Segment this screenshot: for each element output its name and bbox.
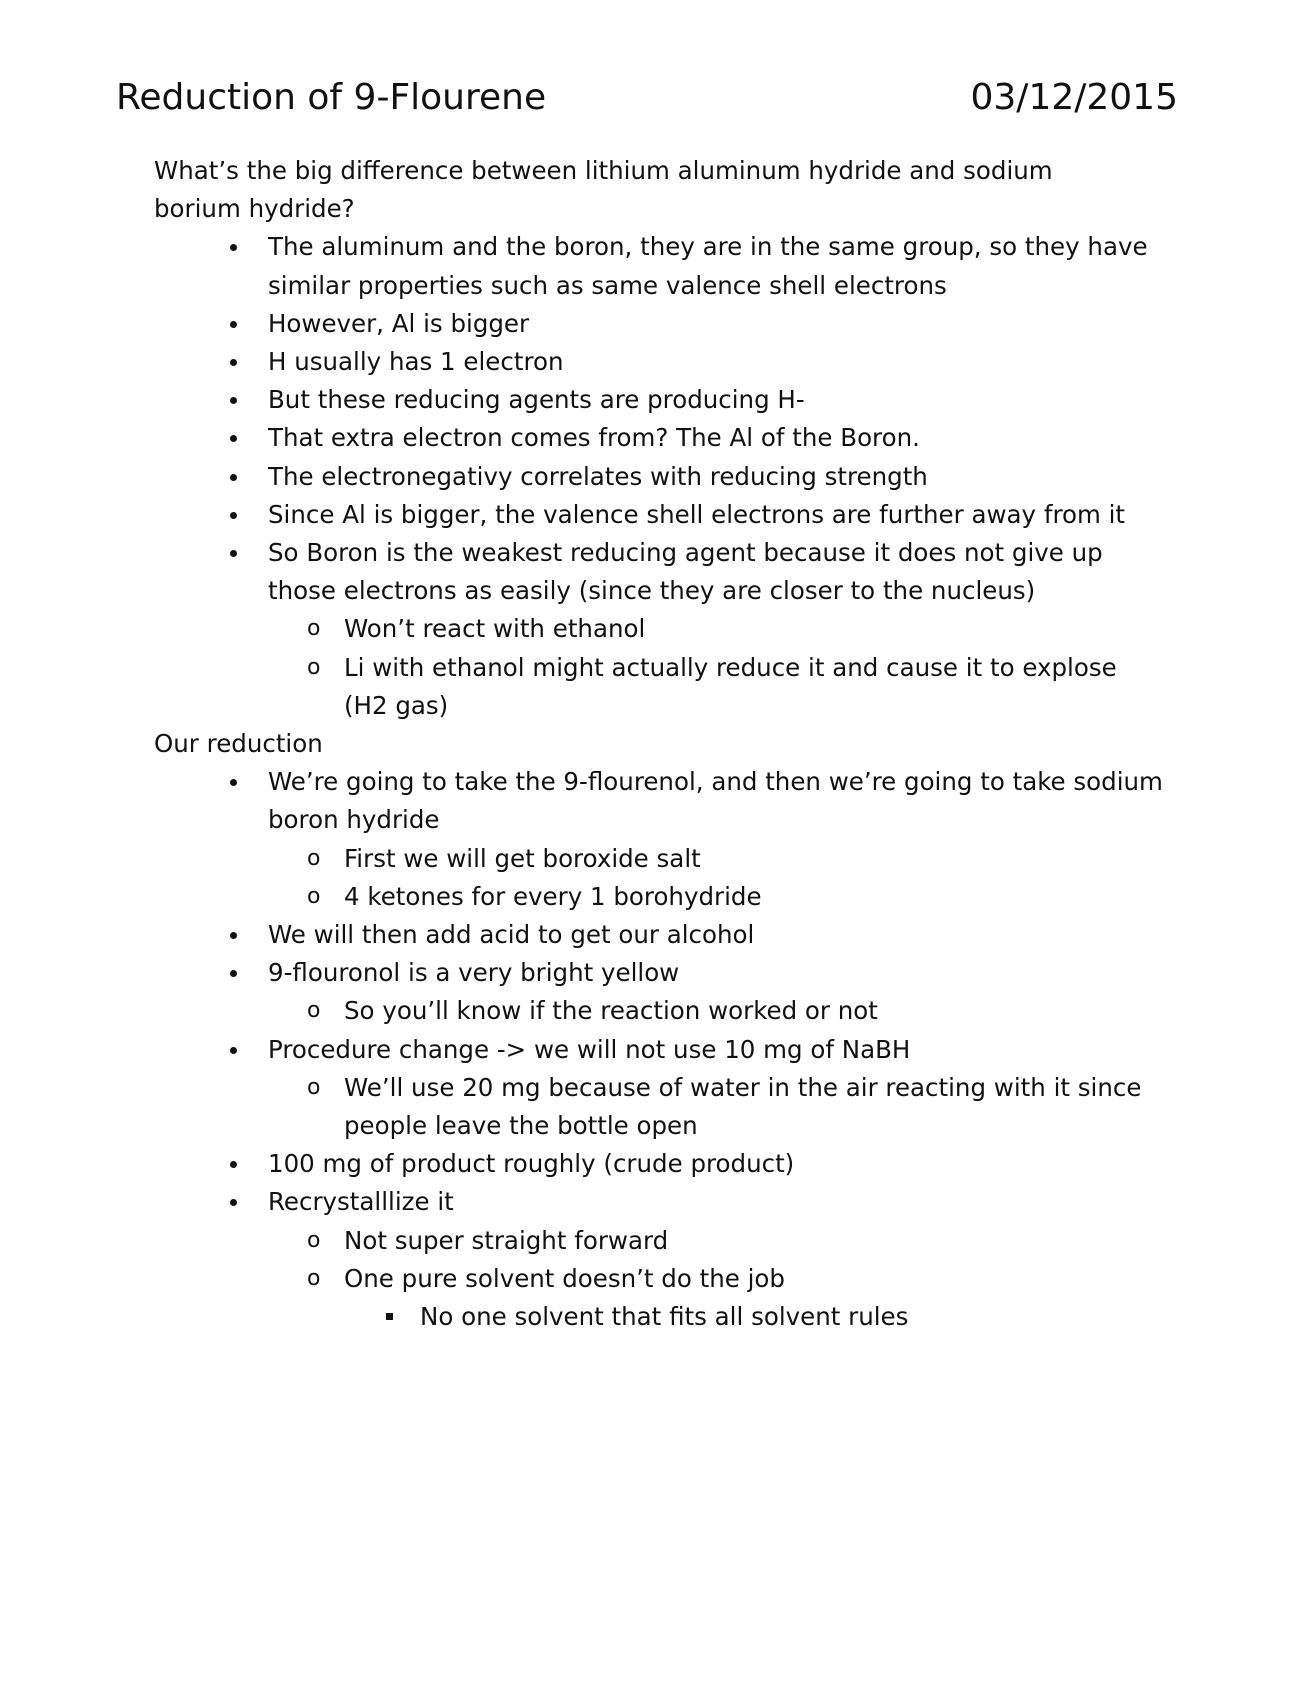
- list-item-text: The electronegativy correlates with reducing strength: [268, 461, 928, 491]
- list-item: [154, 228, 1164, 304]
- sub-list-item: o 4 ketones for every 1 borohydride: [230, 878, 1164, 916]
- list-item-text: Procedure change -> we will not use 10 mg of NaBH: [268, 1034, 911, 1064]
- list-item: [154, 305, 1164, 343]
- list-item: [154, 954, 1164, 1030]
- sub-sub-bullet-list: [306, 1298, 1164, 1336]
- list-item: [154, 381, 1164, 419]
- sub-bullet-list: [230, 610, 1164, 725]
- list-item: [154, 916, 1164, 954]
- list-item-text: H usually has 1 electron: [268, 347, 564, 377]
- list-item-text: 100 mg of product roughly (crude product): [268, 1149, 795, 1179]
- sub-bullet-list: [230, 1222, 1164, 1337]
- list-item-text: That extra electron comes from? The Al of the Boron.: [268, 423, 920, 453]
- list-item-text: So Boron is the weakest reducing agent because it does not give up those electrons as easily (since they are closer to the nucleus): [268, 538, 1103, 606]
- list-item-text: Recrystalllize it: [268, 1187, 454, 1217]
- notes-body: [154, 152, 1164, 1336]
- sub-list-item: o First we will get boroxide salt: [230, 840, 1164, 878]
- sub-list-item: o We’ll use 20 mg because of water in the air reacting with it since people leave the bottle open: [230, 1069, 1164, 1145]
- sub-list-item: o Li with ethanol might actually reduce it and cause it to explose (H2 gas): [230, 649, 1164, 725]
- list-item-text: We will then add acid to get our alcohol: [268, 920, 755, 950]
- question-paragraph: What’s the big difference between lithium aluminum hydride and sodium borium hydride?: [154, 156, 1053, 224]
- sub-list-item: [230, 1260, 1164, 1336]
- list-item: [154, 1145, 1164, 1183]
- sub-bullet-list: [230, 840, 1164, 916]
- sub-list-item: o So you’ll know if the reaction worked or not: [230, 992, 1164, 1030]
- list-item-text: However, Al is bigger: [268, 308, 530, 338]
- sub-list-item: o Not super straight forward: [230, 1222, 1164, 1260]
- list-item-text: Since Al is bigger, the valence shell electrons are further away from it: [268, 499, 1126, 529]
- list-item-text: But these reducing agents are producing H-: [268, 385, 805, 415]
- document-title: Reduction of 9-Flourene: [116, 77, 547, 118]
- document-date: 03/12/2015: [970, 77, 1178, 118]
- list-item-text: We’re going to take the 9-flourenol, and then we’re going to take sodium boron hydride: [268, 767, 1163, 835]
- list-item: [154, 419, 1164, 457]
- section-heading: Our reduction: [154, 729, 323, 759]
- sub-list-item-text: One pure solvent doesn’t do the job: [344, 1263, 785, 1293]
- list-item: [154, 763, 1164, 916]
- sub-list-item: o Won’t react with ethanol: [230, 610, 1164, 648]
- list-item: [154, 496, 1164, 534]
- question-bullet-list: [154, 228, 1164, 725]
- list-item: [154, 458, 1164, 496]
- list-item: [154, 343, 1164, 381]
- list-item-text: 9-flouronol is a very bright yellow: [268, 958, 680, 988]
- list-item-text: The aluminum and the boron, they are in the same group, so they have similar properties such as same valence shell electrons: [268, 232, 1148, 300]
- list-item: [154, 1183, 1164, 1336]
- list-item: [154, 534, 1164, 725]
- list-item: [154, 1031, 1164, 1146]
- sub-sub-list-item: No one solvent that fits all solvent rules: [306, 1298, 1164, 1336]
- reduction-bullet-list: [154, 763, 1164, 1336]
- sub-bullet-list: [230, 992, 1164, 1030]
- sub-bullet-list: [230, 1069, 1164, 1145]
